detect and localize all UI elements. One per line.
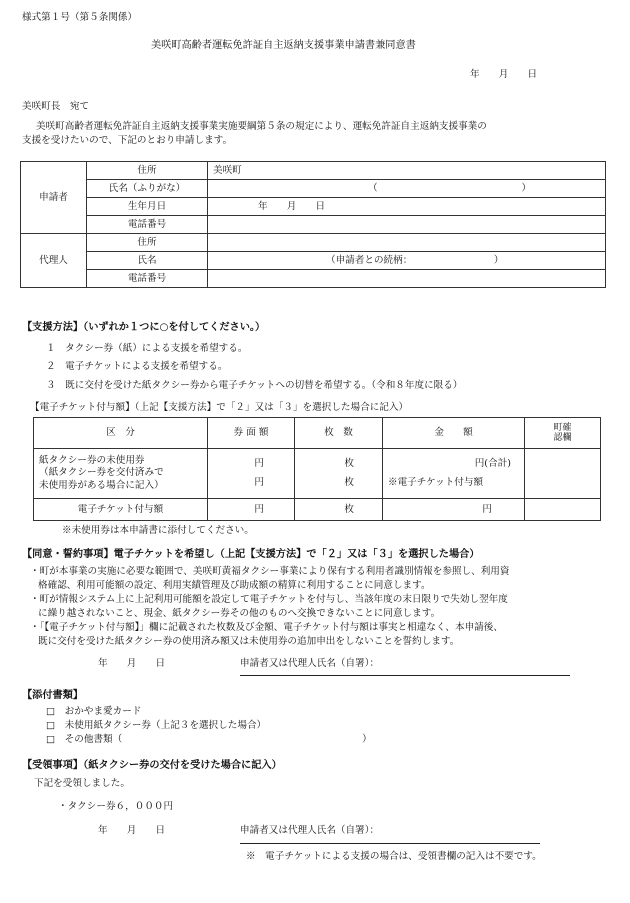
receipt-text: 下記を受領しました。 <box>34 778 130 789</box>
intro-text-2: 支援を受けたいので、下記のとおり申請します。 <box>22 135 233 146</box>
consent-date[interactable]: 年 月 日 <box>98 658 166 669</box>
address-label: 住所 <box>87 162 208 180</box>
phone-label: 電話番号 <box>87 216 208 234</box>
row1-label-2: （紙タクシー券を交付済みで <box>39 467 164 479</box>
row1-label-3: 未使用券がある場合に記入） <box>39 479 164 491</box>
attachment-item-1[interactable]: □ おかやま愛カード <box>46 706 142 717</box>
phone-field[interactable] <box>208 216 606 234</box>
mai-unit-2: 枚 <box>344 476 354 488</box>
row1-check-field[interactable] <box>525 449 601 499</box>
receipt-item: ・タクシー券６，０００円 <box>58 801 174 812</box>
row2-face-field[interactable]: 円 <box>208 499 295 521</box>
agent-phone-field[interactable] <box>208 270 606 288</box>
yen-total: 円(合計) <box>474 458 511 470</box>
attachment-item-2[interactable]: □ 未使用紙タクシー券（上記３を選択した場合） <box>46 720 267 731</box>
col-amount: 金 額 <box>383 418 525 449</box>
col-face-value: 券 面 額 <box>208 418 295 449</box>
receipt-signature-line[interactable] <box>240 843 540 844</box>
date-line[interactable]: 年 月 日 <box>470 69 538 80</box>
receipt-note: ※ 電子チケットによる支援の場合は、受領書欄の記入は不要です。 <box>246 851 542 862</box>
col-count: 枚 数 <box>295 418 383 449</box>
agent-name-field[interactable]: （申請者との続柄： ） <box>208 252 606 270</box>
attachments-heading: 【添付書類】 <box>22 689 84 701</box>
form-number: 様式第１号（第５条関係） <box>22 12 138 23</box>
row1-label-1: 紙タクシー券の未使用券 <box>39 454 145 466</box>
name-kana-field[interactable]: （ ） <box>208 180 606 198</box>
support-option-1[interactable]: １ タクシー券（紙）による支援を希望する。 <box>46 343 248 354</box>
agent-address-field[interactable] <box>208 234 606 252</box>
applicant-label: 申請者 <box>21 162 87 234</box>
consent-item-2b: に繰り越されないこと、現金、紙タクシー券その他のものへ交換できないことに同意します。 <box>38 608 441 619</box>
consent-item-1b: 格確認、利用可能額の設定、利用実績管理及び助成額の精算に利用することに同意します。 <box>38 580 431 591</box>
eticket-heading: 【電子チケット付与額】（上記【支援方法】で「２」又は「３」を選択した場合に記入） <box>30 402 409 413</box>
receipt-date[interactable]: 年 月 日 <box>98 825 166 836</box>
col-town-check <box>525 418 601 449</box>
receipt-signature-label: 申請者又は代理人氏名（自署）： <box>240 825 380 836</box>
agent-phone-label: 電話番号 <box>87 270 208 288</box>
consent-signature-line[interactable] <box>240 675 570 676</box>
row1-face-field[interactable] <box>208 449 295 499</box>
consent-item-1a: ・町が本事業の実施に必要な範囲で、美咲町黄福タクシー事業により保有する利用者識別情報を参照し、利用資 <box>30 566 510 577</box>
row1-amount-field[interactable] <box>383 449 525 499</box>
consent-signature-label: 申請者又は代理人氏名（自署）： <box>240 658 380 669</box>
support-option-2[interactable]: ２ 電子チケットによる支援を希望する。 <box>46 361 228 372</box>
applicant-table <box>20 161 606 288</box>
agent-name-label: 氏名 <box>87 252 208 270</box>
support-method-heading: 【支援方法】（いずれか１つに○を付してください。） <box>22 321 266 333</box>
yen-unit-1: 円 <box>254 458 264 470</box>
row-eticket-label: 電子チケット付与額 <box>34 499 208 521</box>
agent-address-label: 住所 <box>87 234 208 252</box>
row2-check-field[interactable] <box>525 499 601 521</box>
eticket-table <box>33 417 601 521</box>
row2-count-field[interactable]: 枚 <box>295 499 383 521</box>
consent-item-3a: ・「【電子チケット付与額】」欄に記載された枚数及び金額、電子チケット付与額は事実と相違なく、本申請後、 <box>30 622 503 633</box>
row2-amount-field[interactable]: 円 <box>383 499 525 521</box>
document-title: 美咲町高齢者運転免許証自主返納支援事業申請書兼同意書 <box>151 40 416 51</box>
consent-item-3b: 既に交付を受けた紙タクシー券の使用済み額又は未使用券の追加申出をしないことを誓約します。 <box>38 636 460 647</box>
consent-item-2a: ・町が情報システム上に上記利用可能額を設定して電子チケットを付与し、当該年度の末日限りで失効し翌年度 <box>30 594 508 605</box>
row1-count-field[interactable] <box>295 449 383 499</box>
receipt-heading: 【受領事項】（紙タクシー券の交付を受けた場合に記入） <box>22 759 282 771</box>
addressee: 美咲町長 宛て <box>22 101 90 112</box>
intro-text-1: 美咲町高齢者運転免許証自主返納支援事業実施要綱第５条の規定により、運転免許証自主返納支援事業の <box>36 121 487 132</box>
col-category: 区 分 <box>34 418 208 449</box>
agent-label: 代理人 <box>21 234 87 288</box>
eticket-footnote: ※未使用券は本申請書に添付してください。 <box>62 525 254 536</box>
col-check-line1: 町確 <box>553 422 572 433</box>
row-paper-unused-label <box>34 449 208 499</box>
mai-unit-1: 枚 <box>344 458 354 470</box>
birthdate-label: 生年月日 <box>87 198 208 216</box>
yen-unit-2: 円 <box>254 476 264 488</box>
name-kana-label: 氏名（ふりがな） <box>87 180 208 198</box>
birthdate-field[interactable]: 年 月 日 <box>208 198 606 216</box>
consent-heading: 【同意・誓約事項】電子チケットを希望し（上記【支援方法】で「２」又は「３」を選択した場合） <box>22 548 480 560</box>
col-check-line2: 認欄 <box>553 433 572 443</box>
support-option-3[interactable]: ３ 既に交付を受けた紙タクシー券から電子チケットへの切替を希望する。（令和８年度に限る） <box>46 380 463 391</box>
attachment-item-3[interactable]: □ その他書類（ ） <box>46 734 372 745</box>
eticket-note: ※電子チケット付与額 <box>388 476 484 488</box>
address-field[interactable]: 美咲町 <box>208 162 606 180</box>
